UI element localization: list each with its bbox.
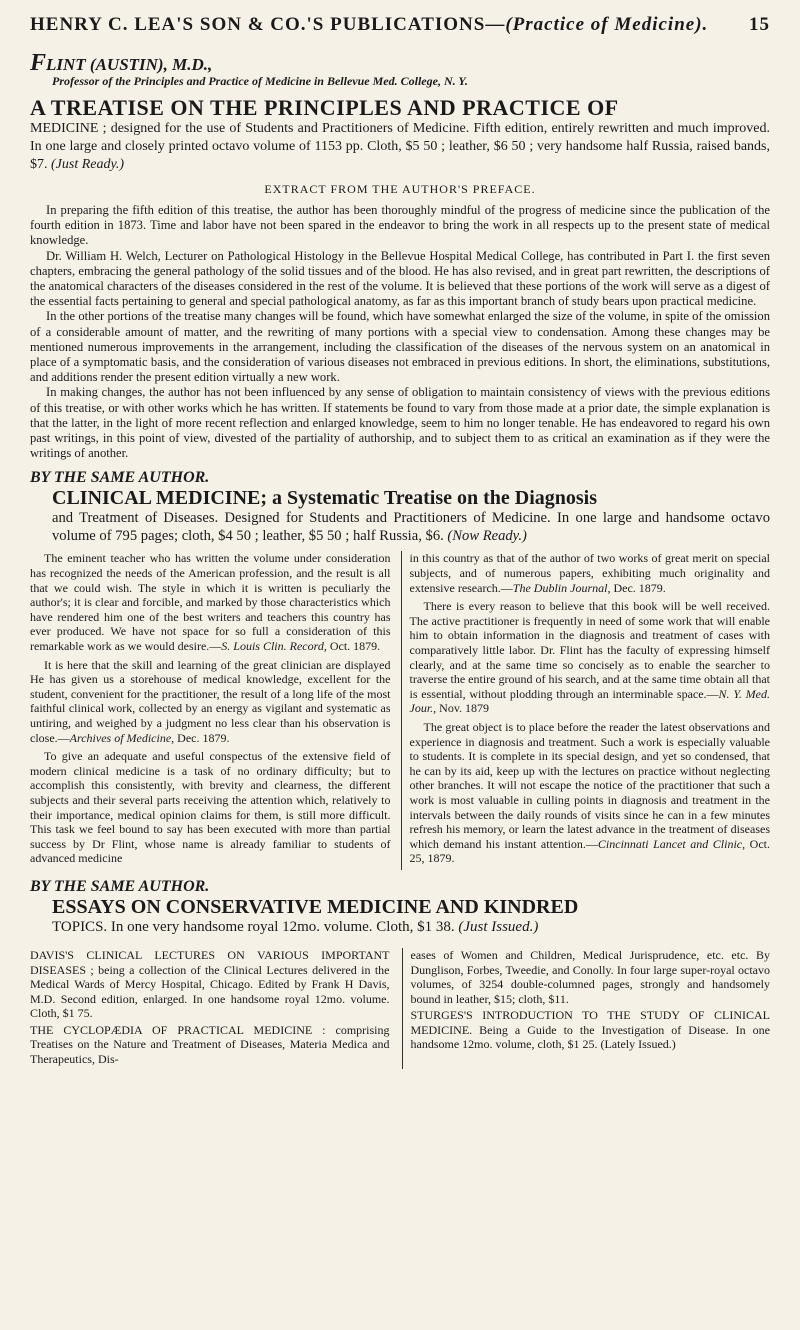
review: The eminent teacher who has written the volume under consideration has recognized the needs of the American profession, and the result is all that we could wish. The style in which it is written is peculiarly the author's; it is clear and forcible, and marked by those characteristics which have rendered him one of the best writers and teachers this country has ever produced. We have not space for so full a consideration of this remarkable work as we would desire.—S. Louis Clin. Record, Oct. 1879. <box>30 551 391 654</box>
listing-right-column <box>402 948 771 1069</box>
review-columns <box>30 551 770 869</box>
review: To give an adequate and useful conspectus of the extensive field of modern clinical medicine is a task of no ordinary difficulty; but to accomplish this consistently, with brevity and clearness, the different subjects and their several parts receiving the attention which, relatively to their importance, medical opinion claims for them, is still more difficult. This task we feel bound to say has been executed with more than partial success by Dr Flint, whose name is already familiar to students of advanced medicine <box>30 749 391 866</box>
clinical-status: (Now Ready.) <box>447 528 527 545</box>
review: in this country as that of the author of two works of great merit on special subjects, and of numerous papers, exhibiting much originality and extensive research.—The Dublin Journal, Dec. 1879. <box>409 551 770 595</box>
running-head <box>30 14 770 36</box>
by-same-author-2: BY THE SAME AUTHOR. <box>30 877 210 895</box>
clinical-medicine-title: CLINICAL MEDICINE; a Systematic Treatise on the Diagnosis <box>52 487 598 510</box>
listing-item: STURGES'S INTRODUCTION TO THE STUDY OF CLINICAL MEDICINE. Being a Guide to the Investigation of Disease. In one handsome 12mo. volume, cloth, $1 25. (Lately Issued.) <box>410 1008 770 1052</box>
preface-extract <box>30 203 770 461</box>
book-title: A TREATISE ON THE PRINCIPLES AND PRACTICE OF <box>30 95 619 120</box>
review: There is every reason to believe that this book will be well received. The active practitioner is frequently in need of some work that will enable him to obtain information in the diagnosis and treatment of cases with comparatively little labor. Dr. Flint has the faculty of expressing himself clearly, and at the same time so concisely as to enable the searcher to traverse the entire ground of his search, and at the same time obtain all that is essential, without plodding through an interminable space.—N. Y. Med. Jour., Nov. 1879 <box>409 599 770 716</box>
book-description: MEDICINE ; designed for the use of Students and Practitioners of Medicine. Fifth edition, entirely rewritten and much improved. In one large and closely printed octavo volume of 1153 pp. Cloth, $5 50 ; leather, $6 50 ; very handsome half Russia, raised bands, $7. (Just Ready.) <box>30 121 770 172</box>
listing-item: eases of Women and Children, Medical Jurisprudence, etc. etc. By Dunglison, Forbes, Tweedie, and Conolly. In four large super-royal octavo volumes, of 3254 double-columned pages, strongly and handsomely bound in leather, $15; cloth, $11. <box>410 947 770 1006</box>
page-number: 15 <box>749 14 770 35</box>
clinical-medicine-description: and Treatment of Diseases. Designed for Students and Practitioners of Medicine. In one large and handsome octavo volume of 795 pages; cloth, $4 50 ; leather, $5 50 ; half Russia, $6. (Now Ready.) <box>52 510 770 545</box>
listing-item: THE CYCLOPÆDIA OF PRACTICAL MEDICINE : comprising Treatises on the Nature and Treatment of Diseases, Materia Medica and Therapeutics, Dis- <box>30 1022 390 1067</box>
essays-description: TOPICS. In one very handsome royal 12mo. volume. Cloth, $1 38. (Just Issued.) <box>52 918 539 935</box>
listing-columns <box>30 948 770 1069</box>
author-affiliation: Professor of the Principles and Practice of Medicine in Bellevue Med. College, N. Y. <box>52 74 468 88</box>
running-head-title: HENRY C. LEA'S SON & CO.'S PUBLICATIONS—(Practice of Medicine). <box>30 14 709 35</box>
author-heading: FLINT (AUSTIN), M.D., <box>30 50 213 76</box>
preface-paragraph: Dr. William H. Welch, Lecturer on Pathological Histology in the Bellevue Hospital Medical College, has contributed in Part I. the first seven chapters, embracing the general pathology of the solid tissues and of the blood. He has also revised, and in great part rewritten, the descriptions of the anatomical characters of the diseases considered in the rest of the volume. It is believed that these portions of the work will serve as a digest of the essential facts pertaining to general and special pathological anatomy, as far as this important branch of study bears upon practical medicine. <box>30 248 770 309</box>
book-status: (Just Ready.) <box>51 157 125 172</box>
listing-left-column <box>30 948 390 1069</box>
essays-status: (Just Issued.) <box>458 918 539 935</box>
preface-paragraph: In making changes, the author has not been influenced by any sense of obligation to maintain consistency of views with the previous editions of this treatise, or with other works which he has written. If statements be found to vary from those made at a prior date, the simple explanation is that the latter, in the light of more recent reflection and enlarged knowledge, seem to him no longer tenable. He has endeavored to regard his own past writings, in this point of view, divested of the partiality of authorship, and to subject them to as critical an examination as if they were the writings of another. <box>30 385 770 461</box>
review: It is here that the skill and learning of the great clinician are displayed He has given us a storehouse of medical knowledge, excellent for the student, convenient for the practitioner, the result of a long life of the most faithful clinical work, collected by an energy as vigilant and systematic as untiring, and weighed by a judgment no less clear than his observation is close.—Archives of Medicine, Dec. 1879. <box>30 657 391 745</box>
listing-item: DAVIS'S CLINICAL LECTURES ON VARIOUS IMPORTANT DISEASES ; being a collection of the Clinical Lectures delivered in the Medical Wards of Mercy Hospital, Chicago. Edited by Frank H Davis, M.D. Second edition, enlarged. In one handsome royal 12mo. volume. Cloth, $1 75. <box>30 947 390 1021</box>
essays-title: ESSAYS ON CONSERVATIVE MEDICINE AND KINDRED <box>52 895 579 918</box>
reviews-left-column <box>30 551 391 869</box>
extract-heading: EXTRACT FROM THE AUTHOR'S PREFACE. <box>264 182 536 196</box>
preface-paragraph: In the other portions of the treatise many changes will be found, which have somewhat enlarged the size of the volume, in spite of the omission of a considerable amount of matter, and the rewriting of many portions with a special view to condensation. Among these changes may be mentioned numerous improvements in the arrangement, including the classification of the diseases of the nervous system on an anatomical in place of a symptomatic basis, and the consideration of various diseases not embraced in previous editions. In short, the eliminations, substitutions, and additions render the present edition virtually a new work. <box>30 309 770 385</box>
reviews-right-column <box>401 551 771 869</box>
by-same-author: BY THE SAME AUTHOR. <box>30 469 210 487</box>
preface-paragraph: In preparing the fifth edition of this treatise, the author has been thoroughly mindful of the progress of medicine since the publication of the fourth edition in 1873. Time and labor have not been spared in the endeavor to bring the work in all respects up to the present state of medical knowledge. <box>30 203 770 248</box>
document-page <box>30 0 770 1300</box>
review: The great object is to place before the reader the latest observations and experience in diagnosis and treatment. Such a work is especially valuable to students. It is complete in its special design, and yet so condensed, that he can by its aid, keep up with the lectures on practice without neglecting other branches. It will not escape the notice of the practitioner that such a work is most valuable in culling points in diagnosis and treatment in the intervals between the daily rounds of visits since he can in a few minutes refresh his memory, or learn the latest advance in the treatment of diseases which demand his instant attention.—Cincinnati Lancet and Clinic, Oct. 25, 1879. <box>409 719 770 866</box>
